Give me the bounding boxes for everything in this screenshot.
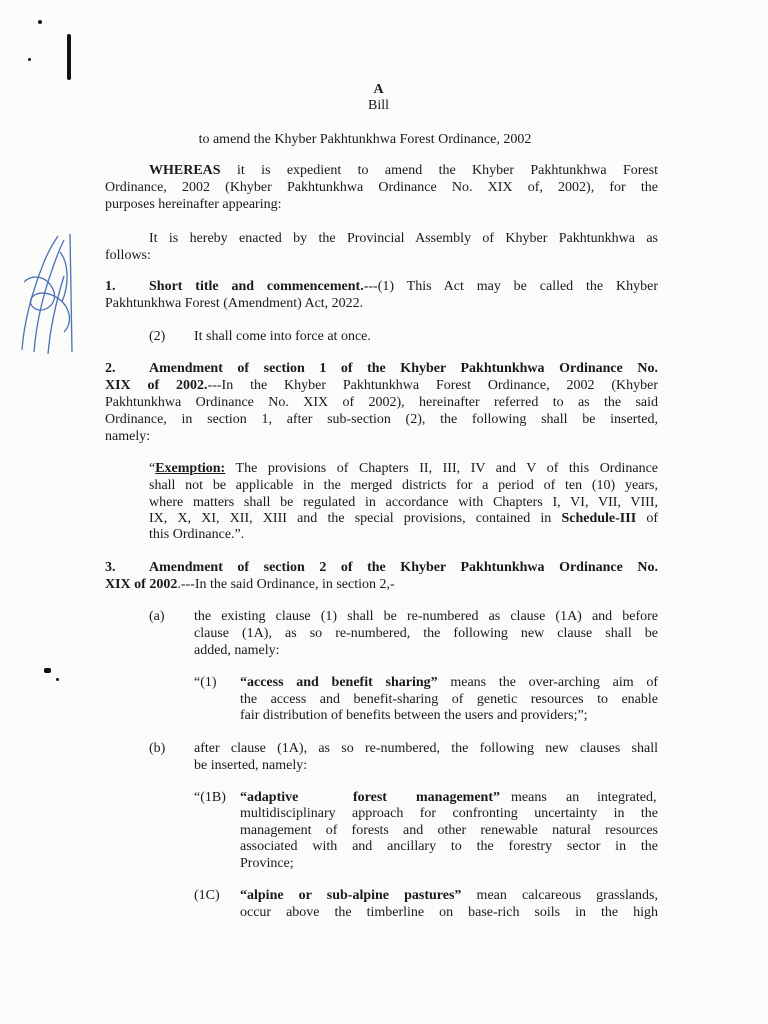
clause-a-line: added, namely: <box>194 643 280 658</box>
section-number: 3. <box>105 560 116 575</box>
clause-text: mean calcareous grasslands, <box>461 888 658 903</box>
heading-bill: Bill <box>367 98 389 113</box>
scan-mark <box>44 668 51 673</box>
exemption-line <box>149 511 658 527</box>
exemption-line: shall not be applicable in the merged districts for a period of ten (10) years, <box>149 478 658 493</box>
official-stamp <box>14 222 84 362</box>
section-title: Short title and commencement. <box>149 279 364 294</box>
exemption-line: this Ordinance.”. <box>149 527 245 542</box>
enactment-line: It is hereby enacted by the Provincial Assembly of Khyber Pakhtunkhwa as <box>149 231 658 246</box>
preamble-line: purposes hereinafter appearing: <box>105 197 282 212</box>
clause-text: an <box>566 790 580 805</box>
clause-label: (1C) <box>194 888 220 903</box>
section-2-line: Ordinance, in section 1, after sub-section (2), the following shall be inserted, <box>105 412 658 427</box>
section-text: .---In the said Ordinance, in section 2,- <box>177 577 395 592</box>
clause-1b-line: Province; <box>240 856 294 871</box>
section-number: 2. <box>105 361 116 376</box>
schedule-reference: Schedule-III <box>561 511 637 526</box>
preamble-line: Ordinance, 2002 (Khyber Pakhtunkhwa Ordinance No. XIX of, 2002), for the <box>105 180 658 195</box>
section-number: 1. <box>105 279 116 294</box>
section-2-line: namely: <box>105 429 151 444</box>
clause-1b-line: management of forests and other renewable natural resources <box>240 823 658 838</box>
section-title: XIX of 2002 <box>105 577 178 592</box>
exemption-text: of <box>636 511 658 526</box>
clause-label: (b) <box>149 741 166 756</box>
heading-a: A <box>373 82 384 97</box>
defined-term: “access and benefit sharing” <box>240 675 438 690</box>
clause-1-line: the access and benefit-sharing of genetic resources to enable <box>240 692 658 707</box>
whereas-label: WHEREAS <box>149 163 221 178</box>
exemption-label: Exemption: <box>155 461 226 476</box>
clause-1-line: fair distribution of benefits between the users and providers;”; <box>240 708 588 723</box>
exemption-line: where matters shall be regulated in accordance with Chapters I, VI, VII, VIII, <box>149 495 658 510</box>
clause-1-line <box>240 675 658 691</box>
defined-term: management” <box>416 790 500 805</box>
exemption-text: IX, X, XI, XII, XIII and the special provisions, contained in <box>149 511 562 526</box>
subsection-number: (2) <box>149 329 166 344</box>
scan-mark <box>67 34 71 80</box>
clause-text: means <box>511 790 547 805</box>
section-3-line <box>105 577 395 593</box>
clause-1c-line <box>240 888 658 904</box>
clause-b-line: be inserted, namely: <box>194 758 308 773</box>
clause-1c-line: occur above the timberline on base-rich soils in the high <box>240 905 658 920</box>
scan-mark <box>56 678 59 681</box>
section-title: Amendment of section 1 of the Khyber Pakhtunkhwa Ordinance No. <box>149 361 658 376</box>
section-title: XIX of 2002. <box>105 378 208 393</box>
scan-mark <box>28 58 31 61</box>
clause-1b-line: multidisciplinary approach for confronting uncertainty in the <box>240 806 658 821</box>
clause-b-line: after clause (1A), as so re-numbered, the following new clauses shall <box>194 741 658 756</box>
bill-subtitle: to amend the Khyber Pakhtunkhwa Forest Ordinance, 2002 <box>198 132 532 147</box>
section-title: Amendment of section 2 of the Khyber Pakhtunkhwa Ordinance No. <box>149 560 658 575</box>
clause-1b-line: associated with and ancillary to the forestry sector in the <box>240 839 658 854</box>
scan-mark <box>38 20 42 24</box>
exemption-line <box>149 461 658 477</box>
preamble-line <box>149 163 658 179</box>
defined-term: “alpine or sub-alpine pastures” <box>240 888 462 903</box>
subsection-text: It shall come into force at once. <box>194 329 371 344</box>
section-text: ---(1) This Act may be called the Khyber <box>363 279 658 294</box>
clause-label: “(1B) <box>194 790 226 805</box>
clause-label: (a) <box>149 609 165 624</box>
quote-mark: “ <box>149 461 156 476</box>
clause-a-line: the existing clause (1) shall be re-numbered as clause (1A) and before <box>194 609 658 624</box>
section-1-line: Pakhtunkhwa Forest (Amendment) Act, 2022. <box>105 296 364 311</box>
section-2-line <box>105 378 658 394</box>
clause-text: means the over-arching aim of <box>437 675 658 690</box>
defined-term: “adaptive <box>240 790 299 805</box>
clause-text: integrated, <box>597 790 657 805</box>
enactment-line: follows: <box>105 248 151 263</box>
section-text: ---In the Khyber Pakhtunkhwa Forest Ordinance, 2002 (Khyber <box>207 378 658 393</box>
preamble-text: it is expedient to amend the Khyber Pakhtunkhwa Forest <box>220 163 658 178</box>
clause-a-line: clause (1A), as so re-numbered, the following new clause shall be <box>194 626 658 641</box>
section-1-line <box>149 279 658 295</box>
defined-term: forest <box>353 790 387 805</box>
section-2-line: Pakhtunkhwa Ordinance No. XIX of 2002), hereinafter referred to as the said <box>105 395 658 410</box>
clause-label: “(1) <box>194 675 217 690</box>
exemption-text: The provisions of Chapters II, III, IV and V of this Ordinance <box>225 461 658 476</box>
